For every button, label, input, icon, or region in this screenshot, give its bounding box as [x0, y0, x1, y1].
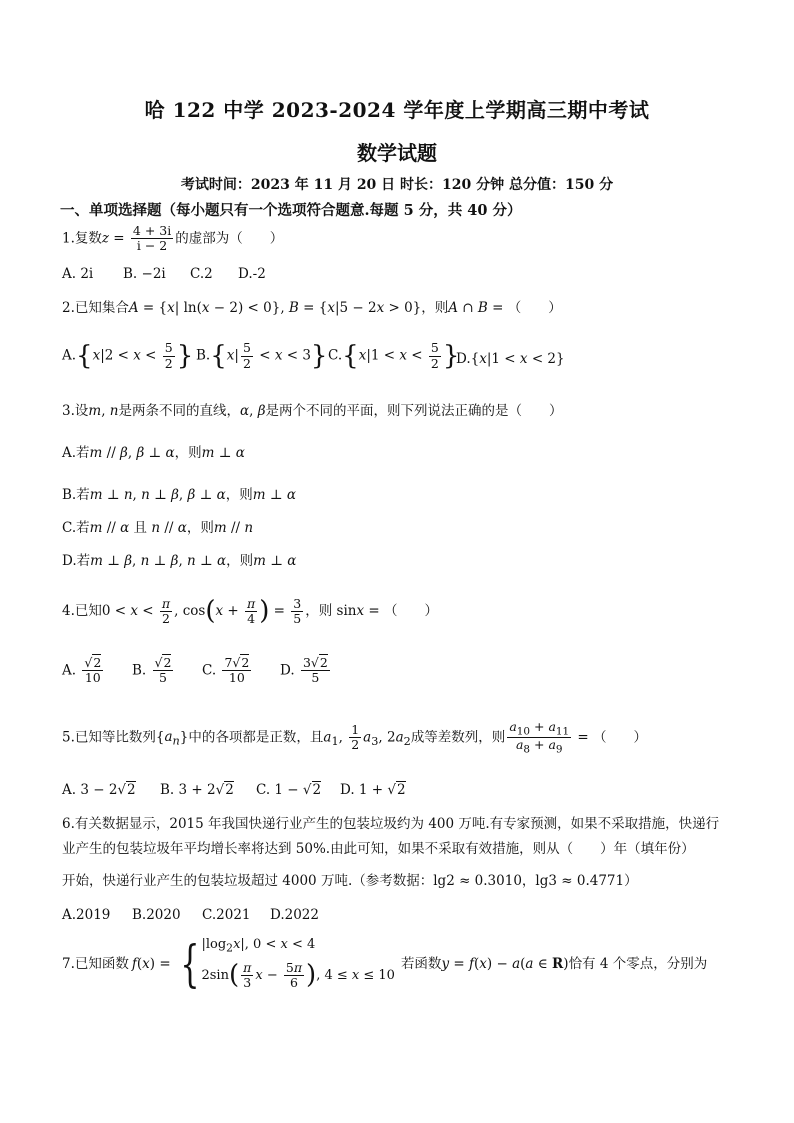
question-5-stem: 5.已知等比数列$\{a_n\}$中的各项都是正数，且$a_1$, $\frac{1}{2}$ $a_3$, $2a_2$成等差数列，则 $\frac{a_{10} + a_{11}}{a_8 + a_9}$ = （ ） [62, 719, 648, 756]
q4-option-c: C. $\frac{7√2}{10}$ [202, 655, 250, 686]
q7-prefix: 7.已知函数 [62, 955, 129, 972]
q1-option-a: A. 2i [62, 266, 94, 282]
question-4-stem: 4.已知0 < x < $\frac{\pi}{2}$ , cos(x + $\frac{\pi}{4}$ ) = $\frac{3}{5}$ ，则 sinx = （ ） [62, 595, 439, 627]
q5-option-c: C. 1 − √2 [256, 782, 322, 798]
q3-b-label: B.若 [62, 487, 90, 503]
section-heading: 一、单项选择题（每小题只有一个选项符合题意.每题 5 分，共 40 分） [60, 202, 522, 219]
q6-line-2: 业产生的包装垃圾年平均增长率将达到 50%.由此可知，如果不采取有效措施，则从（ ）年（填年份） [62, 841, 695, 857]
q3-stem-b: 是两条不同的直线， [118, 403, 240, 419]
q6-line-3: 开始，快递行业产生的包装垃圾超过 4000 万吨.（参考数据：lg2 ≈ 0.3010，lg3 ≈ 0.4771） [62, 873, 638, 889]
q4-option-d: D. $\frac{3√2}{5}$ [280, 655, 328, 686]
q2-tail: （ ） [507, 300, 562, 316]
q1-option-d: D.-2 [238, 266, 266, 282]
exam-title: 哈 122 中学 2023-2024 学年度上学期高三期中考试 [144, 98, 650, 122]
q4-tail: （ ） [384, 603, 439, 620]
question-7-stem: 7.已知函数 f(x) = { $|\log_2x|$, 0 < x < 4 2sin( $\frac{\pi}{3}$ x − $\frac{5\pi}{6}$ ), 4 ≤ x ≤ 10 若函数 y = f(x) − a(a ∈ R) 恰有 4 个零点，分别为 [62, 935, 708, 993]
q2-option-b: B.{x| $\frac{5}{2}$ < x < 3} [196, 340, 328, 371]
exam-subject: 数学试题 [357, 141, 437, 165]
q3-d-then: ，则 [226, 553, 254, 569]
q6-option-b: B.2020 [132, 907, 181, 923]
q6-option-c: C.2021 [202, 907, 251, 923]
q2-option-c: C.{x|1 < x < $\frac{5}{2}$ } [328, 340, 460, 371]
q1-fraction: $\frac{4 + 3i}{i - 2}$ [132, 223, 172, 254]
q3-a-then: ，则 [174, 445, 202, 461]
q3-b-then: ，则 [225, 487, 253, 503]
q3-option-d: D.若m ⊥ β, n ⊥ β, n ⊥ α，则m ⊥ α [62, 553, 297, 569]
exam-meta: 考试时间：2023 年 11 月 20 日 时长：120 分钟 总分值：150 分 [180, 177, 614, 193]
q4-option-b: B. $\frac{√2}{5}$ [132, 655, 172, 686]
q3-a-label: A.若 [62, 445, 90, 461]
q5-option-d: D. 1 + √2 [340, 782, 406, 798]
q4-option-a: A. $\frac{√2}{10}$ [62, 655, 102, 686]
q1-prefix: 1.复数 [62, 230, 102, 247]
q5-prefix: 5.已知等比数列 [62, 729, 156, 746]
q5-mid2: 成等差数列，则 [410, 729, 506, 746]
q6-option-a: A.2019 [62, 907, 111, 923]
q2-option-a: A.{x|2 < x < $\frac{5}{2}$ } [62, 340, 194, 371]
q5-mid: 中的各项都是正数，且 [188, 729, 324, 746]
q5-option-b: B. 3 + 2√2 [160, 782, 234, 798]
q7-piecewise: $|\log_2x|$, 0 < x < 4 2sin( $\frac{\pi}{3}$ x − $\frac{5\pi}{6}$ ), 4 ≤ x ≤ 10 [201, 936, 395, 991]
q3-option-b: B.若m ⊥ n, n ⊥ β, β ⊥ α，则m ⊥ α [62, 487, 296, 503]
q5-option-a: A. 3 − 2√2 [62, 782, 136, 798]
q1-option-c: C.2 [190, 266, 213, 282]
q7-cases-brace: { [180, 935, 200, 993]
q3-option-c: C.若m // α 且 n // α，则m // n [62, 520, 254, 536]
q2-prefix: 2.已知集合 [62, 300, 129, 316]
q6-line-1: 6.有关数据显示，2015 年我国快递行业产生的包装垃圾约为 400 万吨.有专家预测，如果不采取措施，快递行 [62, 816, 720, 832]
q3-option-a: A.若m // β, β ⊥ α，则m ⊥ α [62, 445, 245, 461]
q1-option-b: B. −2i [123, 266, 166, 282]
q5-tail: （ ） [593, 729, 648, 746]
q2-option-d: D.{x|1 < x < 2} [456, 351, 565, 367]
q6-option-d: D.2022 [270, 907, 319, 923]
q3-c-then: ，则 [186, 520, 214, 536]
q2-suffix: ，则 [421, 300, 449, 316]
question-3-stem: 3.设m, n是两条不同的直线，α, β是两个不同的平面，则下列说法正确的是（ ） [62, 403, 563, 419]
q4-prefix: 4.已知 [62, 603, 102, 620]
question-2-stem: 2.已知集合A = {x| ln(x − 2) < 0}, B = {x|5 − 2x > 0}，则A ∩ B = （ ） [62, 300, 562, 316]
question-1-stem: 1.复数z = $\frac{4 + 3i}{i - 2}$ 的虚部为（ ） [62, 223, 284, 254]
q1-suffix: 的虚部为（ ） [175, 230, 284, 247]
q7-tail: 恰有 4 个零点，分别为 [568, 955, 708, 972]
q3-c-label: C.若 [62, 520, 90, 536]
q3-d-label: D.若 [62, 553, 91, 569]
q3-stem-a: 3.设 [62, 403, 89, 419]
q3-stem-c: 是两个不同的平面，则下列说法正确的是（ ） [265, 403, 563, 419]
q7-suffix: 若函数 [400, 955, 442, 972]
